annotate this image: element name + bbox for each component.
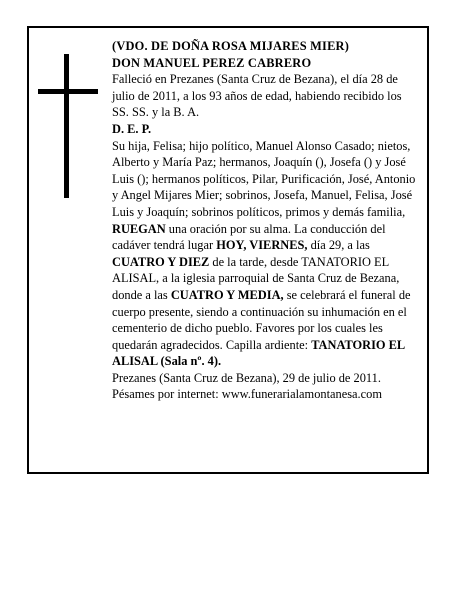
family-list: Su hija, Felisa; hijo político, Manuel Alonso Casado; nietos, Alberto y María Paz; hermanos, Joaquín (), Josefa () y José Luis (); hermanos políticos, Pilar, Purificación, José, Antonio y Angel Mijares Mier; sobrinos, Josefa, Manuel, Felisa, José Luis y Joaquín; sobrinos políticos, primos y demás familia, — [112, 138, 416, 219]
funeral-text-4: se celebrará el funeral de cuerpo presente, siendo a continuación su inhumación en el cementerio de dicho pueblo. Favores por los cuales les quedarán agradecidos. Capilla ardiente: — [112, 287, 411, 352]
place-date: Prezanes (Santa Cruz de Bezana), 29 de julio de 2011. — [112, 370, 381, 385]
widow-line: (VDO. DE DOÑA ROSA MIJARES MIER) — [112, 39, 350, 53]
death-announcement: Falleció en Prezanes (Santa Cruz de Bezana), el día 28 de julio de 2011, a los 93 años de edad, habiendo recibido los SS. SS. y la B. A. — [112, 72, 402, 120]
cuatro-media-text: CUATRO Y MEDIA, — [170, 287, 284, 302]
capilla-text: TANATORIO EL ALISAL (Sala nº. 4). — [112, 337, 405, 369]
cuatro-diez-text: CUATRO Y DIEZ — [112, 254, 210, 269]
cross-icon — [38, 54, 98, 198]
pesames-line: Pésames por internet: www.funerarialamontanesa.com — [112, 387, 382, 402]
deceased-name: DON MANUEL PEREZ CABRERO — [112, 55, 312, 70]
dep-line: D. E. P. — [112, 121, 152, 136]
funeral-text-3: de la tarde, desde TANATORIO EL ALISAL, a la iglesia parroquial de Santa Cruz de Bezana, donde a las — [112, 254, 400, 302]
funeral-text-1: una oración por su alma. La conducción del cadáver tendrá lugar — [112, 221, 386, 253]
cross-horizontal-bar — [38, 89, 98, 94]
cross-vertical-bar — [64, 54, 69, 198]
funeral-details — [112, 221, 420, 370]
funeral-text-2: día 29, a las — [307, 238, 370, 253]
obituary-text — [112, 38, 420, 403]
ruegan-text: RUEGAN — [112, 221, 166, 236]
hoy-viernes-text: HOY, VIERNES, — [216, 238, 308, 253]
